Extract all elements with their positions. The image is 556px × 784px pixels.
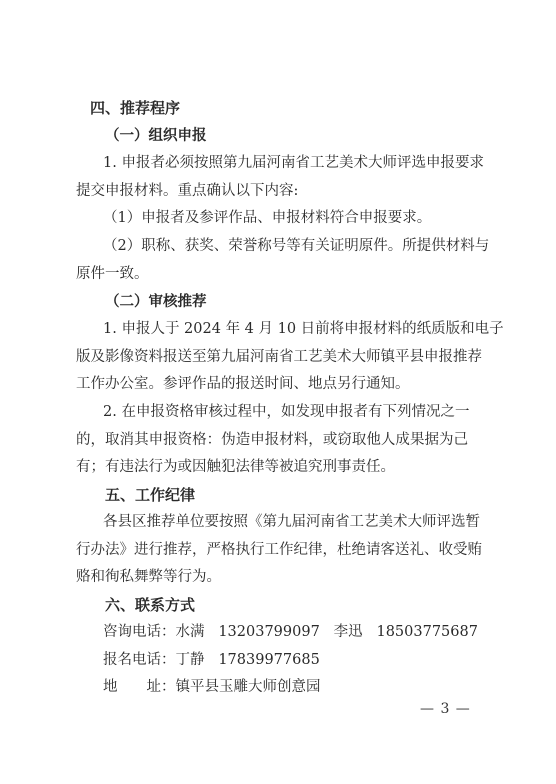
consult-name-2: 李迅: [333, 624, 363, 640]
part2-item2-line2: 的，取消其申报资格：伪造申报材料，或窃取他人成果据为己: [76, 432, 468, 448]
part1-sub1: （1）申报者及参评作品、申报材料符合申报要求。: [103, 210, 432, 226]
part1-sub2-line2: 原件一致。: [76, 266, 149, 282]
part1-sub2-line1: （2）职称、获奖、荣誉称号等有关证明原件。所提供材料与: [103, 238, 490, 254]
consult-label: 咨询电话：: [103, 624, 176, 640]
page-number: — 3 —: [420, 701, 471, 717]
part2-item1-line3: 工作办公室。参评作品的报送时间、地点另行通知。: [76, 376, 410, 392]
address-value: 镇平县玉雕大师创意园: [175, 679, 321, 695]
part2-item1-line2: 版及影像资料报送至第九届河南省工艺美术大师镇平县申报推荐: [76, 349, 482, 365]
register-name: 丁静: [175, 652, 205, 668]
register-phone: 17839977685: [218, 652, 320, 668]
part1-item1-line2: 提交申报材料。重点确认以下内容:: [76, 183, 299, 199]
part2-item1-line1: 1. 申报人于 2024 年 4 月 10 日前将申报材料的纸质版和电子: [103, 321, 504, 337]
section5-line2: 行办法》进行推荐，严格执行工作纪律，杜绝请客送礼、收受贿: [76, 542, 482, 558]
consult-phone-1: 13203799097: [218, 624, 320, 640]
consult-name-1: 水满: [175, 624, 205, 640]
address-row: [103, 677, 321, 697]
section6-title: 六、联系方式: [105, 596, 196, 614]
section4-title: 四、推荐程序: [90, 99, 181, 117]
section5-title: 五、工作纪律: [105, 486, 196, 504]
section5-line3: 赂和徇私舞弊等行为。: [76, 569, 221, 585]
register-label: 报名电话：: [103, 652, 176, 668]
address-label: 地 址：: [103, 679, 176, 695]
consult-phone-row: [103, 622, 478, 642]
part2-item2-line3: 有；有违法行为或因触犯法律等被追究刑事责任。: [76, 459, 395, 475]
section4-part1-title: （一）组织申报: [105, 128, 207, 144]
register-phone-row: [103, 650, 320, 670]
section5-line1: 各县区推荐单位要按照《第九届河南省工艺美术大师评选暂: [103, 514, 480, 530]
section4-part2-title: （二）审核推荐: [105, 294, 207, 310]
part1-item1-line1: 1. 申报者必须按照第九届河南省工艺美术大师评选申报要求: [103, 155, 484, 171]
consult-phone-2: 18503775687: [376, 624, 478, 640]
part2-item2-line1: 2. 在申报资格审核过程中，如发现申报者有下列情况之一: [103, 404, 470, 420]
